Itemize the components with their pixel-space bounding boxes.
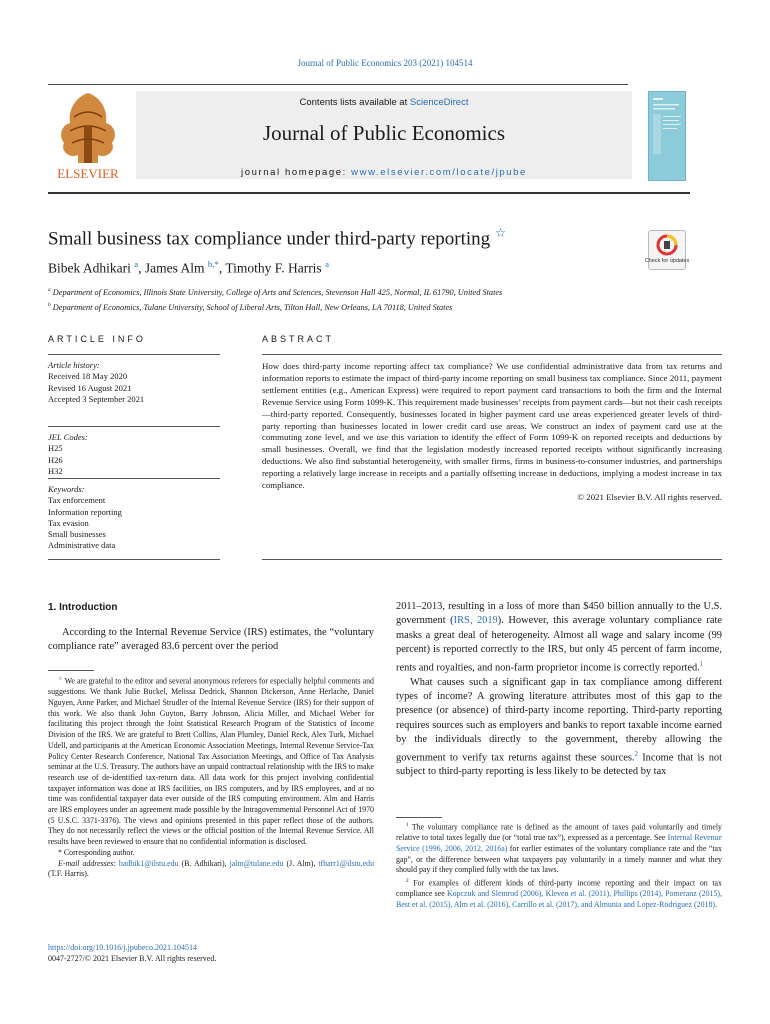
author-list: Bibek Adhikari $^a$, James Alm $^{b,*}$, Timothy F. Harris $^a$: [48, 259, 329, 276]
history-item: Received 18 May 2020: [48, 371, 128, 382]
masthead: [48, 87, 688, 187]
jel-code: H32: [48, 465, 63, 476]
keyword: Tax evasion: [48, 517, 89, 528]
keywords: Keywords: Tax enforcement Information reporting Tax evasion Small businesses Administrative data: [48, 484, 220, 552]
footnote-1: $^1$ The voluntary compliance rate is defined as the amount of taxes paid voluntarily and timely relative to total taxes legally due (or “total true tax”), expressed as a percentage. See Internal Revenue Service (1996, 2006, 2012, 2016a) for earlier estimates of the voluntary compliance rate and the “tax gap”, or the difference between what taxpayers pay voluntarily in a timely manner and what they should pay if they complied fully with the tax laws.: [396, 822, 722, 875]
divider: [48, 559, 220, 560]
footnote-2: $^2$ For examples of different kinds of third-party income reporting and their impact on tax compliance see Kopczuk and Slemrod (2006), Kleven et al. (2011), Phillips (2014), Pomeranz (2015), Best et al. (2015), Alm et al. (2016), Carrillo et al. (2017), and Almunia and Lopez-Rodriguez (2018).: [396, 878, 722, 910]
journal-name: Journal of Public Economics: [262, 121, 506, 145]
author-name: Bibek Adhikari: [48, 260, 131, 276]
contents-line: Contents lists available at ScienceDirect: [299, 97, 469, 108]
homepage-link[interactable]: www.elsevier.com/locate/jpube: [351, 167, 527, 178]
sciencedirect-link[interactable]: ScienceDirect: [409, 97, 469, 108]
footnotes-right: [396, 820, 722, 911]
header-rule: [48, 84, 628, 85]
check-updates-label: Check for updates: [644, 258, 690, 264]
intro-right-column: [396, 600, 722, 780]
citation-link[interactable]: Kopczuk and Slemrod (2006), Kleven et al. (2011), Phillips (2014), Pomeranz (2015), Best et al. (2015), Alm et al. (2016), Carrillo et al. (2017), and Almunia and Lopez-Rodriguez (2018): [396, 889, 722, 910]
citation-link[interactable]: IRS, 2019: [453, 615, 498, 627]
footnote-ref[interactable]: 1: [699, 660, 704, 668]
section-heading-introduction: 1. Introduction: [48, 602, 118, 613]
affiliations: [48, 284, 502, 314]
footnote-rule: [396, 817, 442, 818]
article-info-heading: ARTICLE INFO: [48, 334, 146, 344]
affiliation-item: $^a$ Department of Economics, Illinois State University, College of Arts and Sciences, Stevenson Hall 425, Normal, IL 61790, United States: [48, 287, 503, 297]
footnote-rule: [48, 670, 94, 671]
affiliation-item: $^b$ Department of Economics, Tulane University, School of Liberal Arts, Tilton Hall, New Orleans, LA 70118, United States: [48, 301, 453, 312]
jel-code: H26: [48, 454, 63, 465]
issn-copyright: 0047-2727/© 2021 Elsevier B.V. All rights reserved.: [48, 954, 217, 963]
title-footnote-mark[interactable]: ☆: [494, 226, 506, 240]
doi-link[interactable]: https://doi.org/10.1016/j.jpubeco.2021.104514: [48, 943, 197, 952]
check-for-updates-badge[interactable]: [644, 230, 690, 270]
intro-paragraph: What causes such a significant gap in tax compliance among different types of income? A growing literature attributes most of this gap to the presence (or absence) of third-party income reporting. Third-party reporting requires sources such as employers and banks to report taxable income earned by the individuals directly to the government, thereby allowing the government to verify tax returns against these sources.$^2$ Income that is not subject to third-party reporting is less likely to be detected by tax: [396, 676, 722, 778]
paper-title: Small business tax compliance under third-party reporting ☆: [48, 226, 506, 250]
article-history: Article history: Received 18 May 2020 Revised 16 August 2021 Accepted 3 September 2021: [48, 360, 220, 405]
email-link[interactable]: tfharr1@ilstu.edu: [318, 858, 375, 868]
masthead-rule: [48, 192, 690, 194]
abstract-copyright: © 2021 Elsevier B.V. All rights reserved.: [577, 491, 722, 502]
keyword: Information reporting: [48, 506, 122, 517]
history-item: Revised 16 August 2021: [48, 382, 132, 393]
keyword: Administrative data: [48, 540, 116, 551]
intro-paragraph: 2011–2013, resulting in a loss of more than $450 billion annually to the U.S. government (IRS, 2019). However, this average voluntary compliance rate masks a great deal of heterogeneity. Almost all wage and salary income (99 percent) is reported correctly to the IRS, but only 45 percent of farm income, rents and royalties, and non-farm proprietor income is correctly reported.$^1$: [396, 601, 722, 674]
doi-footer: [48, 942, 216, 964]
author-name: Timothy F. Harris: [225, 260, 322, 276]
email-link[interactable]: badhik1@ilstu.edu: [118, 858, 179, 868]
citation-link[interactable]: Internal Revenue Service (1996, 2006, 2012, 2016a): [396, 833, 722, 854]
intro-paragraph: According to the Internal Revenue Service (IRS) estimates, the “voluntary compliance rate” averaged 83.6 percent over the period: [48, 627, 374, 653]
divider: [48, 426, 220, 427]
keyword: Small businesses: [48, 529, 106, 540]
masthead-box: [136, 91, 632, 179]
abstract-body: How does third-party income reporting affect tax compliance? We use confidential administrative data from tax returns and information reports to estimate the impact of third-party income reporting on small business tax compliance. Since 2011, payment settlement entities (e.g., American Express) were required to report payment card transactions to both the firm and the Internal Revenue Service using Form 1099-K. This requirement made businesses’ receipts from payment cards—but not their cash receipts—third-party reported. Consequently, businesses located in higher payment card use areas experienced greater levels of third-party reporting than businesses located in lower credit card use areas. We construct an index of payment card use at the commuting zone level, and we use this variation to identify the effect of Form 1099-K on reported receipts and deductions by small businesses. Overall, we find that the legislation modestly increased reported receipts without significantly increasing deductions. We also find substantial heterogeneity, with smaller firms, firms in business-to-consumer industries, and partnerships reporting a relatively large increase in receipts and a partially offsetting increase in deductions, implying a modest increase in tax compliance. © 2021 Elsevier B.V. All rights reserved.: [262, 361, 722, 502]
email-addresses: E-mail addresses: badhik1@ilstu.edu (B. Adhikari), jalm@tulane.edu (J. Alm), tfharr1@ilstu.edu (T.F. Harris).: [48, 858, 375, 879]
divider: [48, 478, 220, 479]
keyword: Tax enforcement: [48, 495, 106, 506]
author-name: James Alm: [144, 260, 205, 276]
acknowledgment-footnote: ☆ We are grateful to the editor and several anonymous referees for especially helpful comments and suggestions. We thank Julie Buckel, Melissa Dedrick, Shannon Dickerson, Anne Herlache, Daniel Nguyen, Anne Parker, and Michael Strudler of the Internal Revenue Service (IRS) for their support of this work. We also thank John Guyton, Barry Johnson, Alicia Miller, and Michael Weber for facilitating this project through the Joint Statistical Research Program of the Statistics of Income Division of the IRS. We are grateful to Brett Collins, Alan Plumley, Daniel Reck, Alex Turk, Michael Udell, and participants at the American Economic Association Meetings, Internal Revenue Service-Tax Policy Center Research Conference, National Tax Association Meetings, and Office of Tax Analysis seminar at the U.S. Treasury. The authors have an unpaid contractual relationship with the IRS to make research use of de-identified tax-return data. All data work for this project involving confidential taxpayer information was done at IRS facilities, on IRS computers, and by IRS employees, and at no time was confidential taxpayer data ever outside of the IRS computing environment. Alm and Harris are IRS employees under an agreement made possible by the Intragovernmental Personnel Act of 1970 (5 U.S.C. 3371-3376). The views and opinions presented in this paper reflect those of the authors. They do not necessarily reflect the views or the official position of the Internal Revenue Service. All results have been reviewed to ensure that no confidential information is disclosed.: [48, 676, 374, 847]
elsevier-logo[interactable]: [48, 87, 128, 182]
author-affiliation-mark[interactable]: a: [325, 259, 329, 269]
divider: [262, 354, 722, 355]
footnote-ref[interactable]: 2: [634, 750, 638, 758]
homepage-line: journal homepage: www.elsevier.com/locate/jpube: [241, 167, 527, 178]
corresponding-author-note: * Corresponding author.: [58, 847, 135, 857]
journal-citation[interactable]: Journal of Public Economics 203 (2021) 104514: [297, 58, 473, 68]
divider: [262, 559, 722, 560]
jel-codes: JEL Codes: H25 H26 H32: [48, 432, 220, 477]
abstract-heading: ABSTRACT: [262, 334, 335, 344]
divider: [48, 354, 220, 355]
journal-cover-image[interactable]: [648, 91, 686, 181]
jel-code: H25: [48, 443, 63, 454]
elsevier-logo-text: ELSEVIER: [57, 166, 119, 181]
author-affiliation-mark[interactable]: a: [134, 259, 139, 269]
email-link[interactable]: jalm@tulane.edu: [229, 858, 284, 868]
history-item: Accepted 3 September 2021: [48, 393, 145, 404]
author-affiliation-mark[interactable]: b,*: [207, 259, 219, 269]
footnotes-left: [48, 674, 374, 880]
